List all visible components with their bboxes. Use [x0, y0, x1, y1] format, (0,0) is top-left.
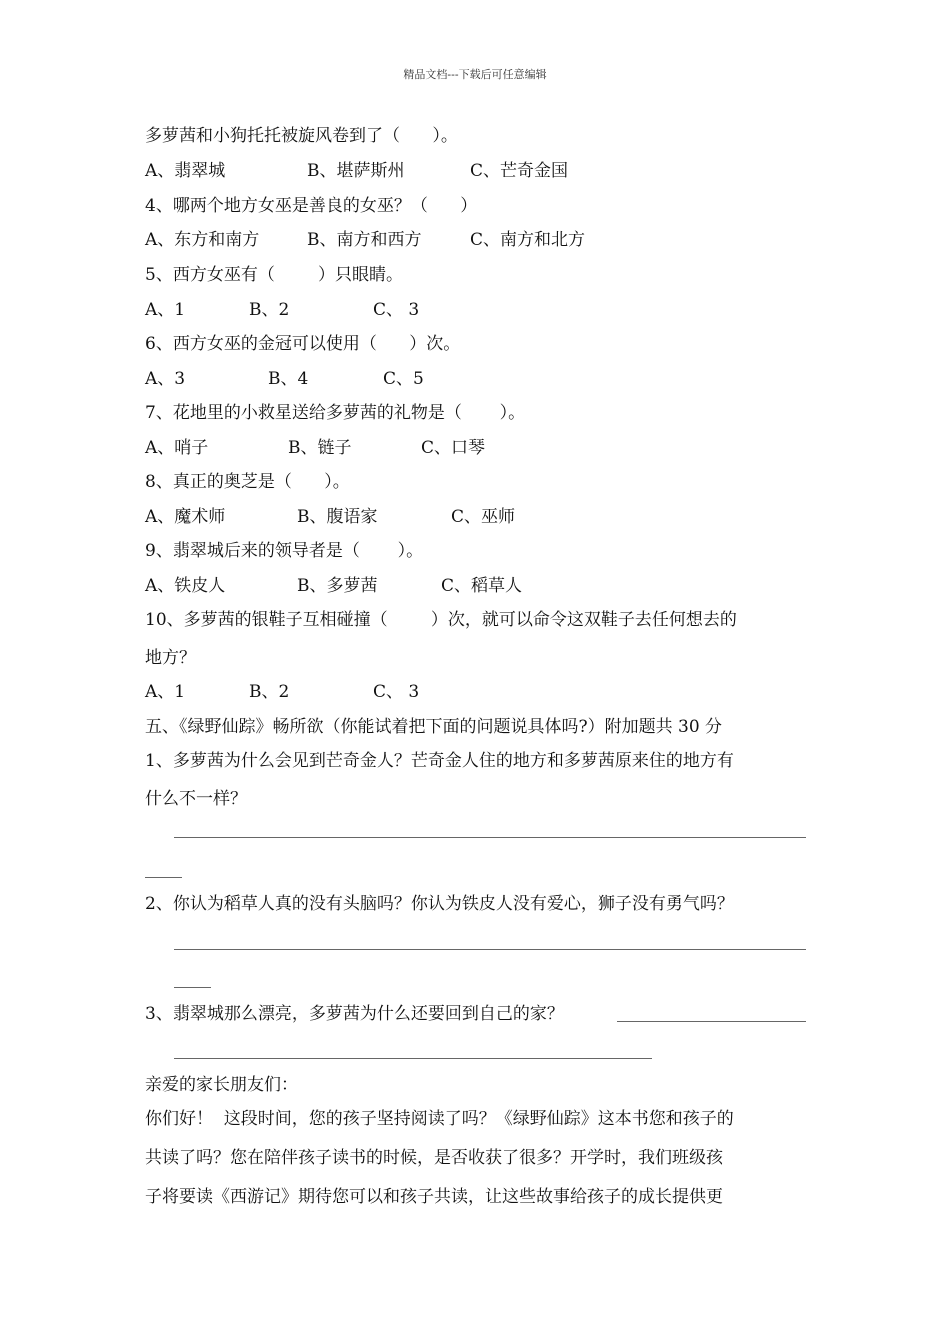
- question-6-option-b: B、4: [268, 369, 309, 389]
- question-3-option-a: A、翡翠城: [145, 161, 226, 181]
- question-8-option-a: A、魔术师: [145, 507, 226, 527]
- question-5-option-a: A、1: [145, 300, 186, 320]
- answer-line-q1[interactable]: [174, 837, 806, 838]
- question-3-option-b: B、堪萨斯州: [307, 161, 405, 181]
- question-4-stem: 4、哪两个地方女巫是善良的女巫？（ ）: [145, 196, 478, 216]
- section-5-q1-line2: 什么不一样？: [145, 789, 247, 809]
- section-5-q3: 3、翡翠城那么漂亮，多萝茜为什么还要回到自己的家？: [145, 1004, 564, 1024]
- question-7-stem: 7、花地里的小救星送给多萝茜的礼物是（ ）。: [145, 403, 526, 423]
- question-4-option-b: B、南方和西方: [307, 230, 422, 250]
- question-3-option-c: C、芒奇金国: [470, 161, 569, 181]
- question-10-option-b: B、2: [249, 682, 290, 702]
- question-9-option-b: B、多萝茜: [297, 576, 378, 596]
- question-4-option-c: C、南方和北方: [470, 230, 586, 250]
- question-5-option-b: B、2: [249, 300, 290, 320]
- question-8-option-b: B、腹语家: [297, 507, 378, 527]
- question-7-option-b: B、链子: [288, 438, 352, 458]
- question-9-stem: 9、翡翠城后来的领导者是（ ）。: [145, 541, 424, 561]
- question-10-option-a: A、1: [145, 682, 186, 702]
- question-8-option-c: C、巫师: [451, 507, 516, 527]
- question-5-option-c: C、 3: [373, 300, 420, 320]
- question-8-stem: 8、真正的奥芝是（ ）。: [145, 472, 350, 492]
- question-3-stem: 多萝茜和小狗托托被旋风卷到了（ ）。: [145, 126, 458, 146]
- question-9-option-c: C、稻草人: [441, 576, 523, 596]
- question-10-stem-line1: 10、多萝茜的银鞋子互相碰撞（ ）次，就可以命令这双鞋子去任何想去的: [145, 610, 737, 630]
- question-6-option-a: A、3: [145, 369, 186, 389]
- page-header: 精品文档---下载后可任意编辑: [403, 68, 547, 81]
- question-7-option-a: A、哨子: [145, 438, 209, 458]
- question-7-option-c: C、口琴: [421, 438, 486, 458]
- answer-line-q1-end: [145, 877, 182, 878]
- section-5-q1-line1: 1、多萝茜为什么会见到芒奇金人？芒奇金人住的地方和多萝茜原来住的地方有: [145, 751, 734, 771]
- letter-line-3: 子将要读《西游记》期待您可以和孩子共读，让这些故事给孩子的成长提供更: [145, 1187, 723, 1207]
- section-5-q2: 2、你认为稻草人真的没有头脑吗？你认为铁皮人没有爱心，狮子没有勇气吗？: [145, 894, 734, 914]
- question-6-stem: 6、西方女巫的金冠可以使用（ ）次。: [145, 334, 461, 354]
- letter-salutation: 亲爱的家长朋友们：: [145, 1075, 298, 1095]
- answer-line-q2-end: [174, 987, 211, 988]
- question-9-option-a: A、铁皮人: [145, 576, 226, 596]
- letter-line-2: 共读了吗？您在陪伴孩子读书的时候，是否收获了很多？开学时，我们班级孩: [145, 1148, 723, 1168]
- answer-line-q3-inline[interactable]: [617, 1021, 806, 1022]
- answer-line-q3[interactable]: [174, 1058, 652, 1059]
- question-10-stem-line2: 地方？: [145, 648, 196, 668]
- section-5-title: 五、《绿野仙踪》畅所欲（你能试着把下面的问题说具体吗?）附加题共 30 分: [145, 717, 723, 737]
- letter-line-1: 你们好！ 这段时间，您的孩子坚持阅读了吗？《绿野仙踪》这本书您和孩子的: [145, 1109, 734, 1129]
- question-5-stem: 5、西方女巫有（ ）只眼睛。: [145, 265, 404, 285]
- question-6-option-c: C、5: [383, 369, 424, 389]
- question-4-option-a: A、东方和南方: [145, 230, 260, 250]
- answer-line-q2[interactable]: [174, 949, 806, 950]
- question-10-option-c: C、 3: [373, 682, 420, 702]
